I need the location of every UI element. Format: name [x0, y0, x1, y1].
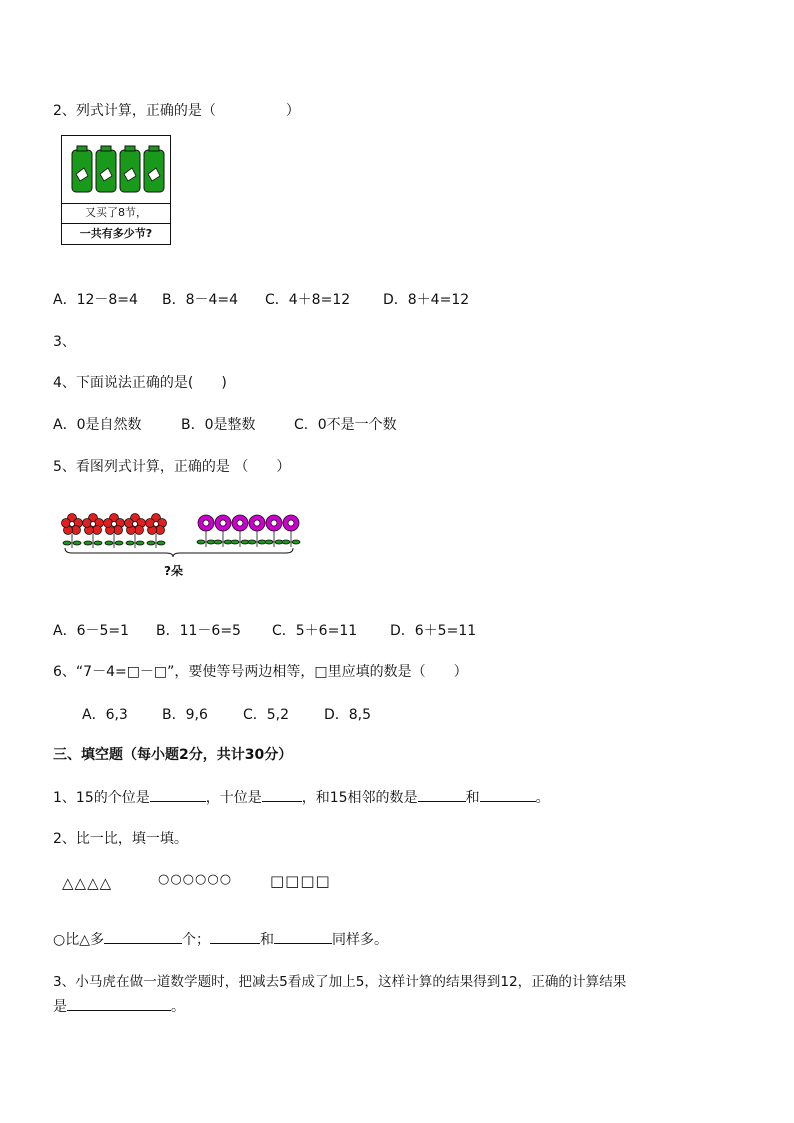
q2-option-b: B．8－4=4 [162, 292, 239, 308]
q6-option-a: A．6,3 [82, 707, 128, 723]
batteries-image [62, 136, 170, 204]
q5-option-a: A．6－5=1 [53, 623, 130, 639]
fill-q2-blank-1[interactable] [104, 929, 182, 944]
q4-option-c: C．0不是一个数 [294, 417, 397, 433]
q5-stem: 5、看图列式计算，正确的是 （ ） [53, 459, 291, 475]
fill-q2-stem: 2、比一比，填一填。 [53, 831, 188, 847]
q2-figure [61, 135, 171, 245]
squares-icon: □□□□ [270, 872, 331, 890]
fill-q3-line-2 [53, 996, 185, 1016]
q2-option-c: C．4＋8=12 [265, 292, 351, 308]
flowers-figure [60, 510, 305, 580]
fill-q3-blank[interactable] [67, 996, 171, 1011]
q6-option-c: C．5,2 [243, 707, 290, 723]
q2-figure-text-1: 又买了8节， [62, 203, 170, 224]
fill-q1-text-4: 和 [465, 790, 480, 806]
q6-stem: 6、“7－4=□－□”，要使等号两边相等，□里应填的数是（ ） [53, 664, 468, 680]
q4-stem: 4、下面说法正确的是( ) [53, 375, 227, 391]
q3-stem: 3、 [53, 334, 76, 350]
fill-q2-text-3: 和 [259, 932, 274, 948]
q2-figure-text-2: 一共有多少节? [79, 227, 153, 240]
fill-q3-line-1: 3、小马虎在做一道数学题时，把减去5看成了加上5，这样计算的结果得到12，正确的计算结果 [53, 974, 627, 990]
fill-q2-blank-3[interactable] [274, 929, 332, 944]
fill-q2-answer [53, 929, 388, 949]
fill-q3-text-2: 。 [171, 999, 185, 1015]
brace-label: ?朵 [164, 564, 183, 578]
fill-q1-blank-prev[interactable] [418, 787, 466, 802]
brace-icon [60, 546, 305, 558]
q5-option-d: D．6＋5=11 [390, 623, 477, 639]
q2-option-d: D．8＋4=12 [383, 292, 470, 308]
fill-q1-text-5: 。 [535, 790, 550, 806]
fill-q2-text-1: ○比△多 [53, 932, 104, 948]
fill-q1-blank-tens[interactable] [262, 787, 302, 802]
q4-option-b: B．0是整数 [181, 417, 256, 433]
q5-option-c: C．5＋6=11 [272, 623, 358, 639]
fill-q2-text-4: 同样多。 [331, 932, 388, 948]
fill-q3-text-1: 是 [53, 999, 67, 1015]
q2-stem: 2、列式计算，正确的是（ ） [53, 103, 300, 119]
q5-option-b: B．11－6=5 [156, 623, 241, 639]
q6-option-d: D．8,5 [324, 707, 372, 723]
fill-q2-text-2: 个； [181, 932, 210, 948]
fill-q2-blank-2[interactable] [210, 929, 260, 944]
fill-q1-text-3: ，和15相邻的数是 [301, 790, 418, 806]
fill-q1-text-1: 1、15的个位是 [53, 790, 150, 806]
circles-icon: ○○○○○○ [158, 872, 233, 887]
q2-option-a: A．12－8=4 [53, 292, 138, 308]
q6-option-b: B．9,6 [162, 707, 208, 723]
fill-q1-text-2: ，十位是 [205, 790, 262, 806]
section-title: 三、填空题（每小题2分，共计30分） [53, 747, 293, 763]
triangles-icon: △△△△ [62, 874, 113, 892]
q4-option-a: A．0是自然数 [53, 417, 142, 433]
fill-q1 [53, 787, 550, 807]
fill-q1-blank-next[interactable] [480, 787, 536, 802]
fill-q1-blank-ones[interactable] [150, 787, 206, 802]
